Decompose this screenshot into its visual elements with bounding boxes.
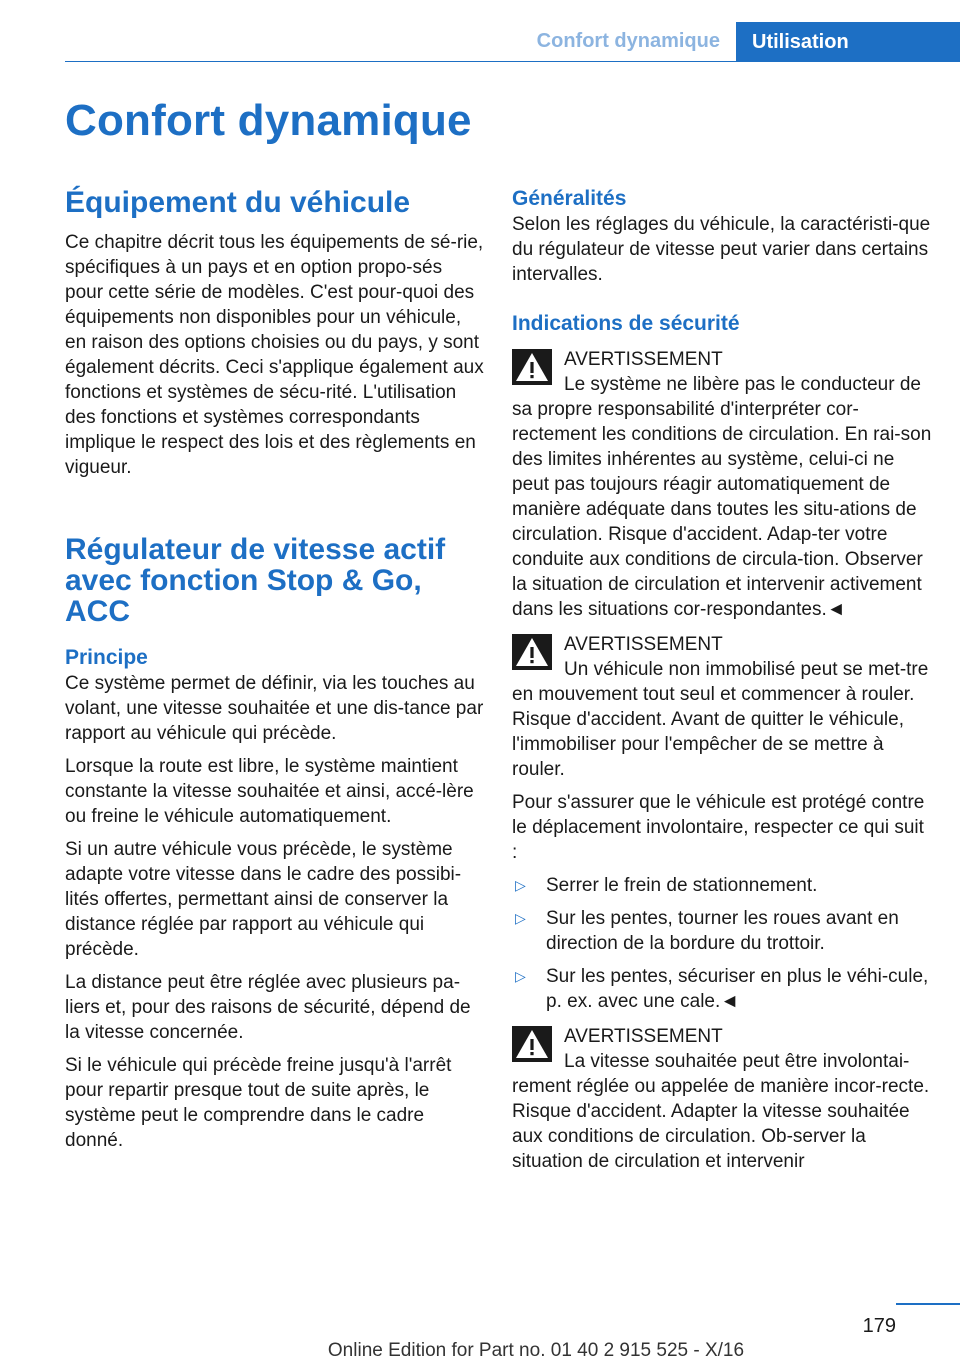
warning-block-2 (512, 632, 932, 782)
generalites-text: Selon les réglages du véhicule, la caractéristi-que du régulateur de vitesse peut varier dans certains intervalles. (512, 214, 931, 285)
principe-paragraph: Lorsque la route est libre, le système maintient constante la vitesse souhaitée et ainsi, accé-lère ou freine le véhicule automatiquement. (65, 756, 474, 827)
equipment-text: Ce chapitre décrit tous les équipements de sé-rie, spécifiques à un pays et en option propo-sés pour cette série de modèles. C'est pour-quoi des équipements non disponibles pour un véhicule, en raison des options choisies ou du pays, y sont également décrits. Ceci s'applique également aux fonctions et systèmes de sécu-rité. L'utilisation des fonctions et systèmes correspondants implique le respect des lois et des règlements en vigueur. (65, 232, 484, 478)
warning-label: AVERTISSEMENT (564, 1026, 723, 1047)
triangle-bullet-icon: ▷ (515, 910, 526, 926)
warning-block-3 (512, 1024, 932, 1174)
principe-paragraph: Ce système permet de définir, via les touches au volant, une vitesse souhaitée et une dis-tance par rapport au véhicule qui précède. (65, 673, 484, 744)
warning-triangle-icon (512, 634, 552, 670)
principe-paragraph: La distance peut être réglée avec plusieurs pa-liers et, pour des raisons de sécurité, dépend de la vitesse concernée. (65, 972, 471, 1043)
warning-intro: Pour s'assurer que le véhicule est protégé contre le déplacement involontaire, respecter ce qui suit : (512, 792, 925, 863)
warning-text: La vitesse souhaitée peut être involontai-rement réglée ou appelée de manière incor-recte. Risque d'accident. Adapter la vitesse souhaitée aux conditions de circulation. Ob-server la situation de circulation et intervenir (512, 1051, 930, 1172)
warning-text: Le système ne libère pas le conducteur de sa propre responsabilité d'interpréter cor-rectement les conditions de circulation. En rai-son des limites inhérentes au système, celui-ci ne peut pas toujours réagir automatiquement de manière adéquate dans toutes les situ-ations de circulation. Risque d'accident. Adap-ter votre conduite aux conditions de circula-tion. Observer la situation de circulation et intervenir activement dans les situations cor-respondantes.◄ (512, 374, 932, 620)
warning-text: Un véhicule non immobilisé peut se met-tre en mouvement tout seul et commencer à rouler. Risque d'accident. Avant de quitter le véhicule, l'immobiliser pour l'empêcher de se mettre à rouler. (512, 659, 929, 780)
page-number: 179 (862, 1315, 896, 1337)
list-item (512, 964, 932, 1014)
header-section-title: Confort dynamique (536, 30, 720, 52)
right-column (512, 186, 932, 1182)
warning-triangle-icon (512, 349, 552, 385)
safety-heading: Indications de sécurité (512, 312, 740, 335)
step-list (512, 873, 932, 1014)
triangle-bullet-icon: ▷ (515, 968, 526, 984)
header-chapter-tab: Utilisation (736, 22, 960, 62)
warning-label: AVERTISSEMENT (564, 634, 723, 655)
equipment-heading: Équipement du véhicule (65, 186, 411, 219)
edition-footer (0, 1340, 960, 1362)
warning-block-1 (512, 347, 932, 622)
warning-triangle-icon (512, 1026, 552, 1062)
list-item-text: Sur les pentes, tourner les roues avant en direction de la bordure du trottoir. (546, 908, 899, 954)
warning-label: AVERTISSEMENT (564, 349, 723, 370)
header-rule (65, 61, 960, 62)
principe-paragraph: Si un autre véhicule vous précède, le système adapte votre vitesse dans le cadre des possibi-lités offertes, permettant ainsi de conserver la distance réglée par rapport au véhicule qui précède. (65, 839, 462, 960)
page-header (0, 0, 960, 62)
edition-text: Online Edition for Part no. 01 40 2 915 525 - X/16 (327, 1340, 745, 1361)
page-title: Confort dynamique (65, 96, 472, 145)
list-item (512, 906, 932, 956)
list-item-text: Serrer le frein de stationnement. (546, 875, 818, 896)
list-item (512, 873, 932, 898)
triangle-bullet-icon: ▷ (515, 877, 526, 893)
principe-paragraph: Si le véhicule qui précède freine jusqu'à l'arrêt pour repartir presque tout de suite après, le système peut le comprendre dans le cadre donné. (65, 1055, 452, 1151)
footer-rule (896, 1303, 960, 1305)
acc-heading: Régulateur de vitesse actif avec fonction Stop & Go, ACC (65, 533, 446, 628)
left-column (65, 186, 485, 1161)
list-item-text: Sur les pentes, sécuriser en plus le véhi-cule, p. ex. avec une cale.◄ (546, 966, 929, 1012)
principe-heading: Principe (65, 646, 148, 669)
generalites-heading: Généralités (512, 187, 627, 210)
